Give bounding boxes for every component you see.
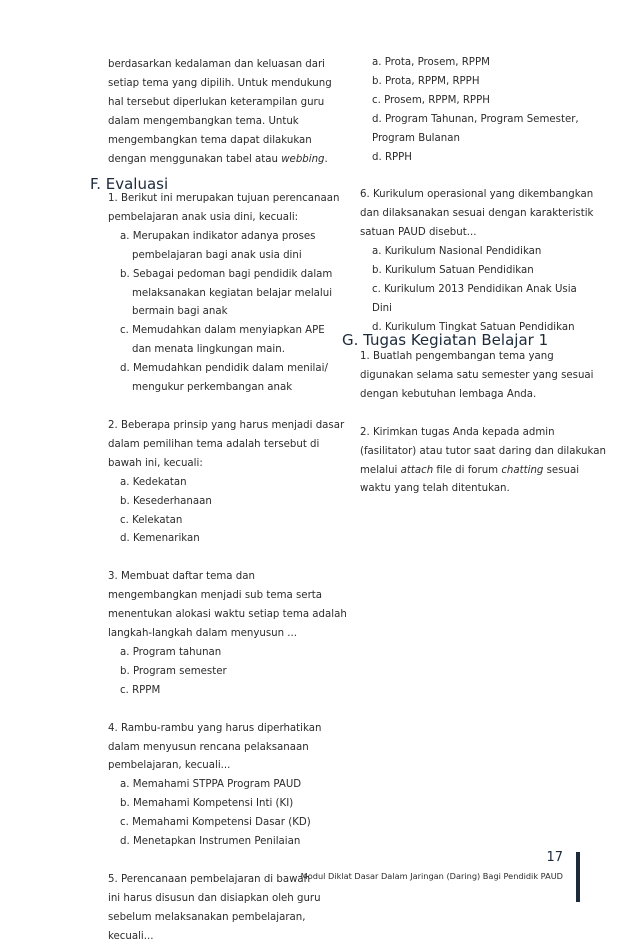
footer-title: Modul Diklat Dasar Dalam Jaringan (Daring) Bagi Pendidik PAUD [300,871,563,881]
option: b. Program semester [120,665,227,677]
text-line: hal tersebut diperlukan keterampilan guru [108,96,325,108]
question-text: 1. Berikut ini merupakan tujuan perencanaan [108,193,340,204]
option: c. Memudahkan dalam menyiapkan APE [120,325,325,337]
task-text: 1. Buatlah pengembangan tema yang [360,351,554,362]
question-5 [90,871,338,947]
option: pembelajaran bagi anak usia dini [132,249,302,261]
option: bermain bagi anak [132,306,228,318]
italic-term: attach [400,464,434,476]
italic-term: chatting [501,464,544,476]
question-6 [342,186,594,243]
task-text: 2. Kirimkan tugas Anda kepada admin [360,426,555,438]
option: Dini [372,302,392,314]
question-text: satuan PAUD disebut... [360,227,477,239]
option: c. Kelekatan [120,514,183,526]
text-line: berdasarkan kedalaman dan keluasan dari [108,59,326,70]
text-span: . [324,153,328,165]
task-text: digunakan selama satu semester yang sesuai [360,369,594,381]
question-text: 2. Beberapa prinsip yang harus menjadi dasar [108,419,345,431]
text-line: setiap tema yang dipilih. Untuk mendukung [108,77,332,89]
question-text: pembelajaran, kecuali... [108,760,231,772]
option: b. Sebagai pedoman bagi pendidik dalam [120,268,333,280]
option: a. Prota, Prosem, RPPM [372,57,490,68]
task-text: waktu yang telah ditentukan. [360,483,510,495]
question-6-options [342,243,582,338]
question-text: 5. Perencanaan pembelajaran di bawah [108,874,311,885]
question-text: sebelum melaksanakan pembelajaran, [108,911,306,923]
question-text: mengembangkan menjadi sub tema serta [108,590,322,602]
question-text: 4. Rambu-rambu yang harus diperhatikan [108,722,322,734]
question-4 [90,720,338,777]
option: a. Kedekatan [120,476,187,488]
option: b. Kurikulum Satuan Pendidikan [372,265,534,277]
question-text: ini harus disusun dan disiapkan oleh guru [108,892,321,904]
question-text: langkah-langkah dalam menyusun ... [108,628,298,640]
text-span: file di forum [433,464,502,476]
task-text: (fasilitator) atau tutor saat daring dan dilakukan [360,445,606,457]
question-4-options [90,776,338,852]
option: c. Memahami Kompetensi Dasar (KD) [120,817,311,829]
question-text: 3. Membuat daftar tema dan [108,571,255,583]
option: a. Kurikulum Nasional Pendidikan [372,246,542,258]
option: d. Memudahkan pendidik dalam menilai/ [120,363,328,375]
option: c. RPPM [120,684,161,696]
option: melaksanakan kegiatan belajar melalui [132,287,333,299]
left-column [90,56,338,169]
option: a. Merupakan indikator adanya proses [120,230,316,242]
option: Program Bulanan [372,132,460,144]
text-span: sesuai [543,464,580,476]
question-text: bawah ini, kecuali: [108,457,203,469]
right-column-top [342,54,594,338]
text-line [108,151,338,170]
task-1 [342,348,594,405]
question-text: kecuali... [108,930,154,942]
intro-paragraph [90,56,338,169]
question-5-options [342,54,582,167]
section-g-heading: G. Tugas Kegiatan Belajar 1 [342,331,549,349]
option: b. Kesederhanaan [120,495,212,507]
italic-term: webbing [281,153,325,165]
question-3-options [90,644,338,701]
question-text: dalam pemilihan tema adalah tersebut di [108,438,320,450]
option: d. Kurikulum Tingkat Satuan Pendidikan [372,321,575,333]
task-2 [342,424,606,500]
option: d. Kemenarikan [120,533,200,545]
question-2-options [90,474,338,550]
text-span: dengan menggunakan tabel atau [108,153,282,165]
task-text [360,462,582,481]
question-2 [90,417,345,474]
option: c. Kurikulum 2013 Pendidikan Anak Usia [372,283,577,295]
page-number: 17 [546,850,563,865]
option: mengukur perkembangan anak [132,382,293,394]
question-text: menentukan alokasi waktu setiap tema adalah [108,609,347,621]
text-line: dalam mengembangkan tema. Untuk [108,115,299,127]
question-text: pembelajaran anak usia dini, kecuali: [108,211,299,223]
footer-divider [576,852,580,902]
option: d. RPPH [372,151,412,163]
question-1-options [90,228,338,398]
option: d. Program Tahunan, Program Semester, [372,113,579,125]
option: a. Program tahunan [120,646,222,658]
section-f-heading: F. Evaluasi [90,175,169,193]
question-3 [90,568,347,644]
option: a. Memahami STPPA Program PAUD [120,779,302,791]
text-span: melalui [360,464,401,476]
evaluation-questions [90,190,347,947]
question-text: dalam menyusun rencana pelaksanaan [108,741,309,753]
tasks [342,348,606,499]
option: d. Menetapkan Instrumen Penilaian [120,836,301,848]
task-text: dengan kebutuhan lembaga Anda. [360,388,537,400]
text-line: mengembangkan tema dapat dilakukan [108,134,312,146]
option: b. Prota, RPPM, RPPH [372,75,480,87]
option: b. Memahami Kompetensi Inti (KI) [120,798,294,810]
option: dan menata lingkungan main. [132,344,285,356]
question-text: dan dilaksanakan sesuai dengan karakteristik [360,208,594,220]
question-text: 6. Kurikulum operasional yang dikembangkan [360,189,594,201]
question-1 [90,190,338,228]
option: c. Prosem, RPPM, RPPH [372,94,490,106]
